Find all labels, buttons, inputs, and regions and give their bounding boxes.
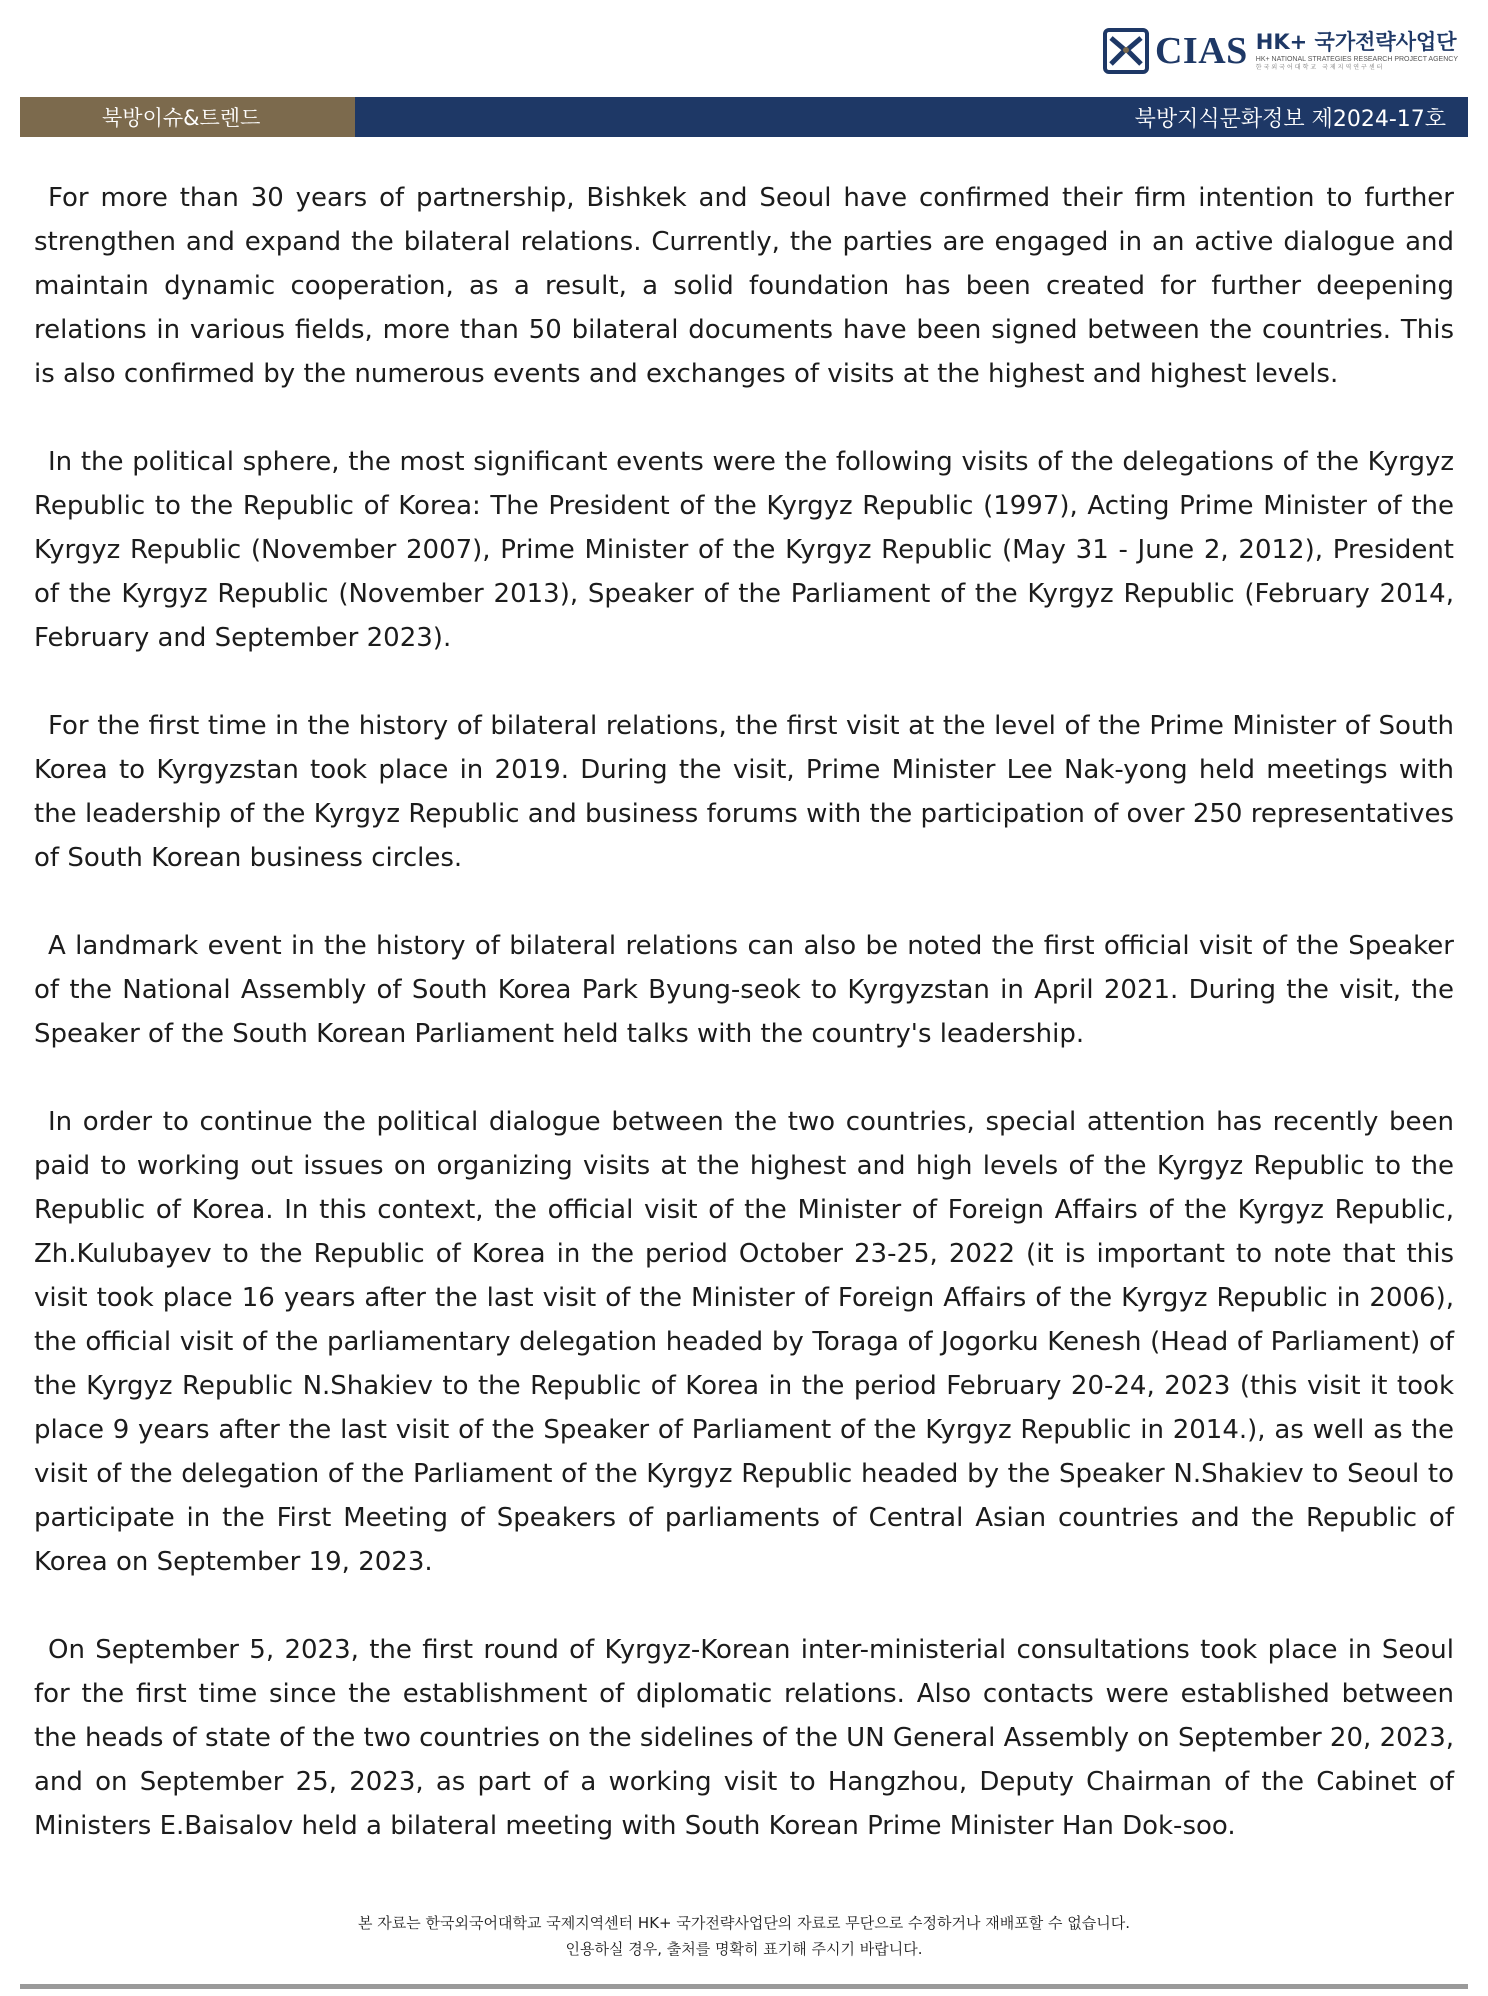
article-body <box>34 176 1454 1892</box>
footer-copyright-line: 본 자료는 한국외국어대학교 국제지역센터 HK+ 국가전략사업단의 자료로 무단으로 수정하거나 재배포할 수 없습니다. <box>358 1914 1130 1932</box>
paragraph: In order to continue the political dialogue between the two countries, special attention has recently been paid to working out issues on organizing visits at the highest and high levels of the Kyrgyz Republic to the Republic of Korea. In this context, the official visit of the Minister of Foreign Affairs of the Kyrgyz Republic, Zh.Kulubayev to the Republic of Korea in the period October 23-25, 2022 (it is important to note that this visit took place 16 years after the last visit of the Minister of Foreign Affairs of the Kyrgyz Republic in 2006), the official visit of the parliamentary delegation headed by Toraga of Jogorku Kenesh (Head of Parliament) of the Kyrgyz Republic N.Shakiev to the Republic of Korea in the period February 20-24, 2023 (this visit it took place 9 years after the last visit of the Speaker of Parliament of the Kyrgyz Republic in 2014.), as well as the visit of the delegation of the Parliament of the Kyrgyz Republic headed by the Speaker N.Shakiev to Seoul to participate in the First Meeting of Speakers of parliaments of Central Asian countries and the Republic of Korea on September 19, 2023. <box>34 1107 1454 1577</box>
title-bar <box>20 97 1468 137</box>
cias-emblem-icon <box>1103 28 1149 74</box>
paragraph: A landmark event in the history of bilateral relations can also be noted the first official visit of the Speaker of the National Assembly of South Korea Park Byung-seok to Kyrgyzstan in April 2021. During the visit, the Speaker of the South Korean Parliament held talks with the country's leadership. <box>34 931 1454 1049</box>
footer-rule <box>20 1984 1468 1989</box>
logo-wordmark: CIAS <box>1154 30 1248 72</box>
logo-subtitle-en: HK+ NATIONAL STRATEGIES RESEARCH PROJECT AGENCY <box>1255 55 1458 63</box>
paragraph: For more than 30 years of partnership, Bishkek and Seoul have confirmed their firm intention to further strengthen and expand the bilateral relations. Currently, the parties are engaged in an active dialogue and maintain dynamic cooperation, as a result, a solid foundation has been created for further deepening relations in various fields, more than 50 bilateral documents have been signed between the countries. This is also confirmed by the numerous events and exchanges of visits at the highest and highest levels. <box>34 183 1454 389</box>
cias-logo <box>1103 26 1458 76</box>
footer-citation-line: 인용하실 경우, 출처를 명확히 표기해 주시기 바랍니다. <box>565 1940 923 1958</box>
footer-notice <box>0 1910 1488 1962</box>
paragraph: On September 5, 2023, the first round of Kyrgyz-Korean inter-ministerial consultations took place in Seoul for the first time since the establishment of diplomatic relations. Also contacts were established between the heads of state of the two countries on the sidelines of the UN General Assembly on September 20, 2023, and on September 25, 2023, as part of a working visit to Hangzhou, Deputy Chairman of the Cabinet of Ministers E.Baisalov held a bilateral meeting with South Korean Prime Minister Han Dok-soo. <box>34 1635 1454 1841</box>
issue-label: 북방지식문화정보 제2024-17호 <box>355 97 1468 137</box>
paragraph: For the first time in the history of bilateral relations, the first visit at the level of the Prime Minister of South Korea to Kyrgyzstan took place in 2019. During the visit, Prime Minister Lee Nak-yong held meetings with the leadership of the Kyrgyz Republic and business forums with the participation of over 250 representatives of South Korean business circles. <box>34 711 1454 873</box>
paragraph: In the political sphere, the most significant events were the following visits of the delegations of the Kyrgyz Republic to the Republic of Korea: The President of the Kyrgyz Republic (1997), Acting Prime Minister of the Kyrgyz Republic (November 2007), Prime Minister of the Kyrgyz Republic (May 31 - June 2, 2012), President of the Kyrgyz Republic (November 2013), Speaker of the Parliament of the Kyrgyz Republic (February 2014, February and September 2023). <box>34 447 1454 653</box>
logo-subtitle-kr: 한국외국어대학교 국제지역연구센터 <box>1255 64 1385 72</box>
section-label: 북방이슈&트렌드 <box>20 97 355 137</box>
logo-title: HK+ 국가전략사업단 <box>1255 29 1457 54</box>
logo-text-block <box>1256 31 1458 72</box>
